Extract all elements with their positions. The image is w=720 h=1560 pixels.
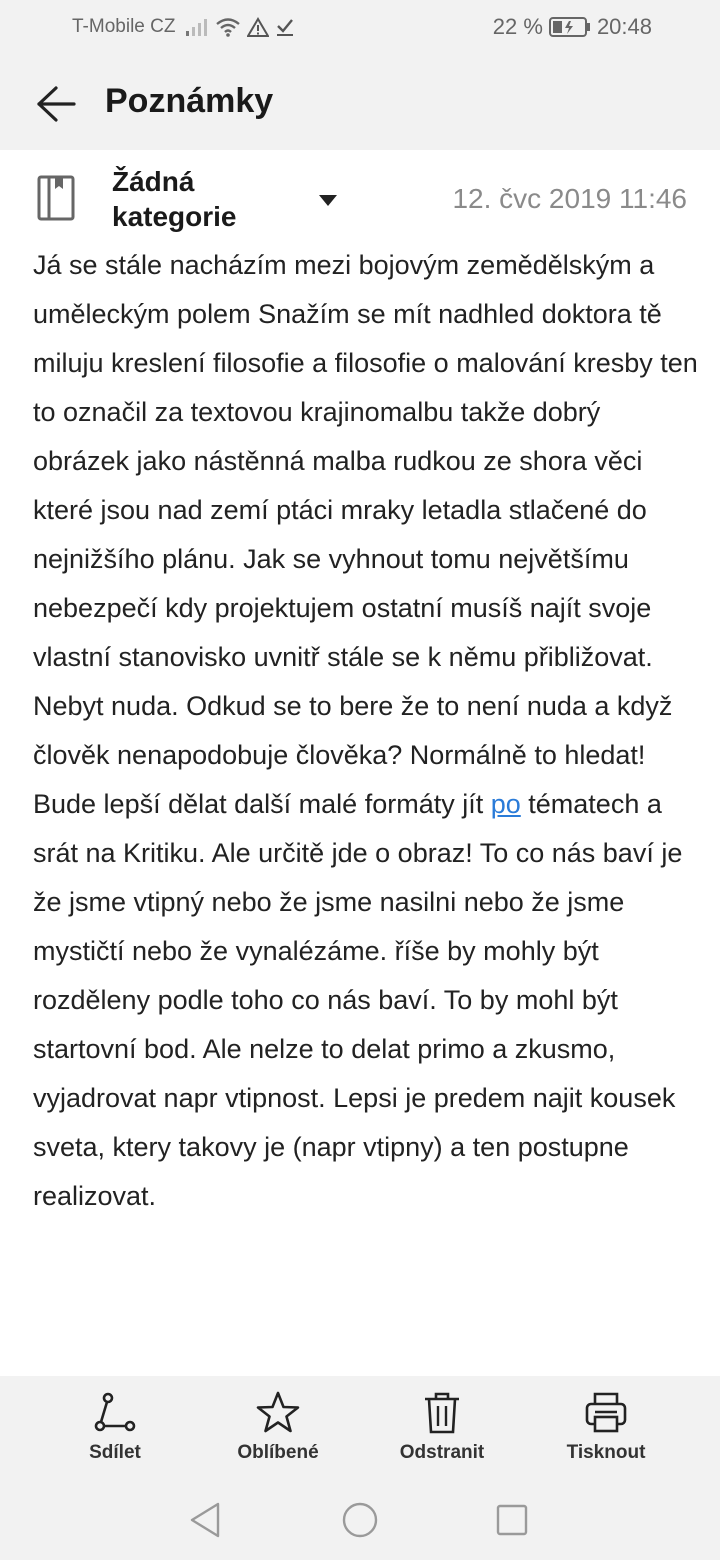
note-paragraph: Já se stále nacházím mezi bojovým zemědělským a uměleckým polem Snažím se mít nadhled doktora tě miluju kreslení filosofie a filosofie o malování kresby ten to označil za textovou krajinomalbu takže dobrý obrázek jako nástěnná malba rudkou ze shora věci které jsou nad zemí ptáci mraky letadla stlačené do nejnižšího plánu. Jak se vyhnout tomu největšímu nebezpečí kdy projektujem ostatní musíš najít svoje vlastní stanovisko uvnitř stále se k němu přibližovat. Nebyt nuda. Odkud se to bere že to není nuda a když člověk nenapodobuje člověka? Normálně to hledat! bbox=[33, 250, 698, 770]
status-right bbox=[493, 14, 652, 40]
note-paragraph bbox=[33, 780, 698, 1221]
note-text: Bude lepší dělat další malé formáty jít bbox=[33, 789, 491, 819]
printer-icon bbox=[583, 1390, 629, 1436]
carrier-name: T-Mobile CZ bbox=[72, 16, 176, 37]
favorite-button[interactable] bbox=[208, 1390, 348, 1464]
share-label: Sdílet bbox=[89, 1442, 141, 1463]
category-selector[interactable]: Žádná kategorie bbox=[112, 166, 237, 232]
back-button[interactable] bbox=[30, 78, 82, 130]
note-body[interactable] bbox=[33, 241, 698, 1221]
share-button[interactable] bbox=[45, 1390, 185, 1464]
favorite-label: Oblíbené bbox=[237, 1442, 319, 1463]
note-header bbox=[0, 150, 720, 245]
check-icon bbox=[275, 17, 295, 37]
wifi-icon bbox=[215, 17, 241, 37]
clock: 20:48 bbox=[596, 14, 652, 39]
delete-label: Odstranit bbox=[399, 1442, 485, 1463]
back-arrow-icon bbox=[36, 86, 76, 122]
battery-icon bbox=[549, 16, 591, 38]
print-label: Tisknout bbox=[566, 1442, 646, 1463]
delete-button[interactable] bbox=[372, 1390, 512, 1464]
battery-percent: 22 % bbox=[492, 14, 543, 39]
note-text: tématech a srát na Kritiku. Ale určitě jde o obraz! To co nás baví je že jsme vtipný nebo že jsme nasilni nebo že jsme mystičtí nebo že vynalézáme. říše by mohly být rozděleny podle toho co nás baví. To by mohl být startovní bod. Ale nelze to delat primo a zkusmo, vyjadrovat napr vtipnost. Lepsi je predem najit kousek sveta, ktery takovy je (napr vtipny) a ten postupne realizovat. bbox=[33, 789, 683, 1211]
system-nav-bar bbox=[0, 1480, 720, 1560]
warning-icon bbox=[247, 17, 269, 37]
trash-icon bbox=[419, 1390, 465, 1436]
recents-square-icon[interactable] bbox=[492, 1500, 532, 1540]
share-icon bbox=[92, 1390, 138, 1436]
home-circle-icon[interactable] bbox=[340, 1500, 380, 1540]
page-title: Poznámky bbox=[105, 82, 274, 120]
app-bar bbox=[0, 56, 720, 150]
status-icons bbox=[185, 17, 295, 37]
star-icon bbox=[255, 1390, 301, 1436]
bottom-toolbar bbox=[0, 1376, 720, 1480]
chevron-down-icon[interactable] bbox=[314, 190, 342, 210]
note-link[interactable]: po bbox=[490, 789, 521, 819]
status-left bbox=[72, 16, 295, 38]
notebook-icon bbox=[37, 175, 75, 221]
print-button[interactable] bbox=[536, 1390, 676, 1464]
back-triangle-icon[interactable] bbox=[186, 1500, 226, 1540]
signal-icon bbox=[185, 17, 209, 37]
status-bar bbox=[0, 0, 720, 56]
note-date: 12. čvc 2019 11:46 bbox=[452, 183, 687, 214]
